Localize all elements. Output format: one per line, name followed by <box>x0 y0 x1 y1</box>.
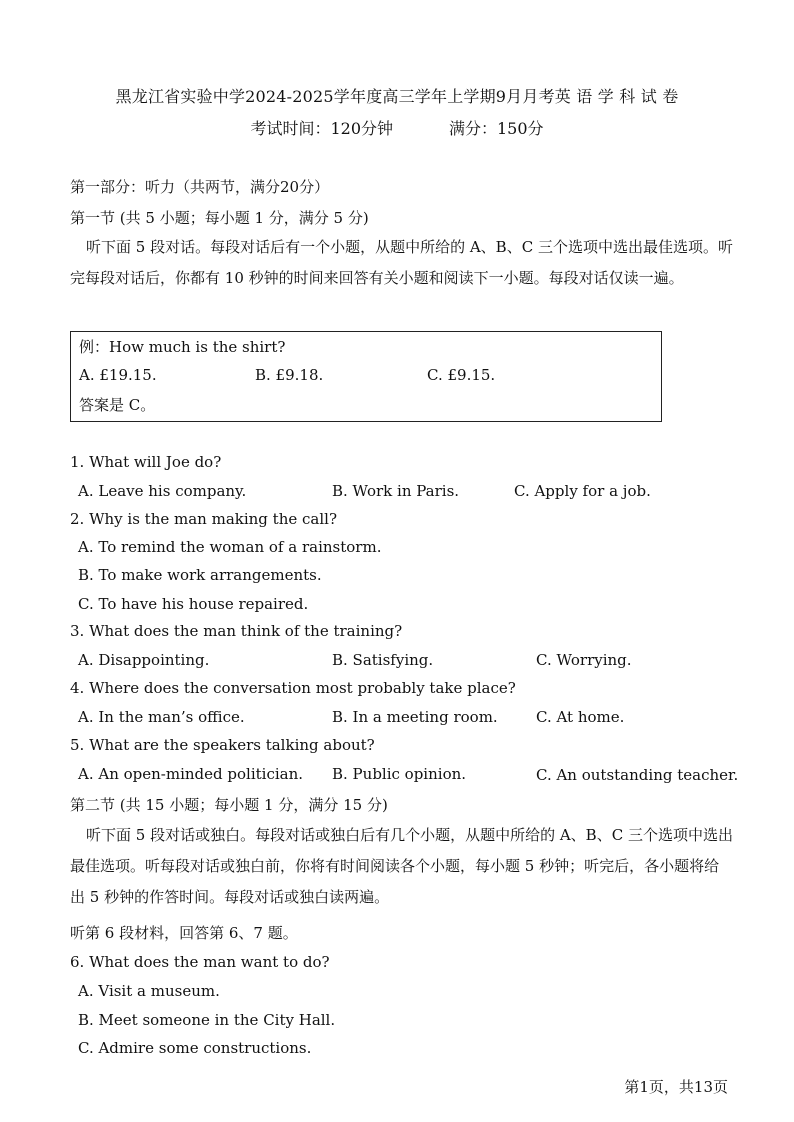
question-5-stem: 5. What are the speakers talking about? <box>70 736 375 754</box>
section1-heading: 第一节 (共 5 小题；每小题 1 分，满分 5 分) <box>70 209 369 227</box>
q3-option-a: A. Disappointing. <box>78 651 210 669</box>
q6-option-b: B. Meet someone in the City Hall. <box>78 1011 336 1029</box>
material6-instruction: 听第 6 段材料，回答第 6、7 题。 <box>70 924 298 942</box>
exam-meta <box>0 116 794 139</box>
page-number: 第1页，共13页 <box>624 1078 728 1096</box>
q4-option-a: A. In the man’s office. <box>78 708 245 726</box>
q5-option-a: A. An open-minded politician. <box>78 765 304 783</box>
q1-option-b: B. Work in Paris. <box>332 482 460 500</box>
example-option-b: B. £9.18. <box>255 366 324 384</box>
question-2-stem: 2. Why is the man making the call? <box>70 510 337 528</box>
q6-option-c: C. Admire some constructions. <box>78 1039 312 1057</box>
section2-heading: 第二节 (共 15 小题；每小题 1 分，满分 15 分) <box>70 796 388 814</box>
exam-time: 考试时间：120分钟 <box>250 119 393 138</box>
q5-option-b: B. Public opinion. <box>332 765 467 783</box>
q6-option-a: A. Visit a museum. <box>78 982 220 1000</box>
example-question: 例：How much is the shirt? <box>79 338 286 356</box>
q5-option-c: C. An outstanding teacher. <box>536 766 739 784</box>
question-3-stem: 3. What does the man think of the training? <box>70 622 403 640</box>
part1-heading: 第一部分：听力（共两节，满分20分） <box>70 178 330 196</box>
section1-instructions: 听下面 5 段对话。每段对话后有一个小题，从题中所给的 A、B、C 三个选项中选出最佳选项。听完每段对话后，你都有 10 秒钟的时间来回答有关小题和阅读下一小题。每段对话仅读一遍。 <box>70 238 733 287</box>
q3-option-b: B. Satisfying. <box>332 651 434 669</box>
exam-score: 满分：150分 <box>449 119 544 138</box>
q4-option-c: C. At home. <box>536 708 625 726</box>
example-answer: 答案是 C。 <box>79 396 156 414</box>
q2-option-a: A. To remind the woman of a rainstorm. <box>78 538 382 556</box>
question-4-stem: 4. Where does the conversation most probably take place? <box>70 679 516 697</box>
q3-option-c: C. Worrying. <box>536 651 632 669</box>
example-option-a: A. £19.15. <box>79 366 157 384</box>
question-6-stem: 6. What does the man want to do? <box>70 953 330 971</box>
q4-option-b: B. In a meeting room. <box>332 708 498 726</box>
example-option-c: C. £9.15. <box>427 366 496 384</box>
q1-option-c: C. Apply for a job. <box>514 482 651 500</box>
question-1-stem: 1. What will Joe do? <box>70 453 222 471</box>
q1-option-a: A. Leave his company. <box>78 482 247 500</box>
q2-option-b: B. To make work arrangements. <box>78 566 322 584</box>
exam-title: 黑龙江省实验中学2024-2025学年度高三学年上学期9月月考英 语 学 科 试 卷 <box>115 87 679 106</box>
q2-option-c: C. To have his house repaired. <box>78 595 309 613</box>
example-box <box>70 331 662 422</box>
section2-instructions: 听下面 5 段对话或独白。每段对话或独白后有几个小题，从题中所给的 A、B、C 三个选项中选出最佳选项。听每段对话或独白前，你将有时间阅读各个小题，每小题 5 秒钟；听完后，各小题将给出 5 秒钟的作答时间。每段对话或独白读两遍。 <box>70 826 733 906</box>
